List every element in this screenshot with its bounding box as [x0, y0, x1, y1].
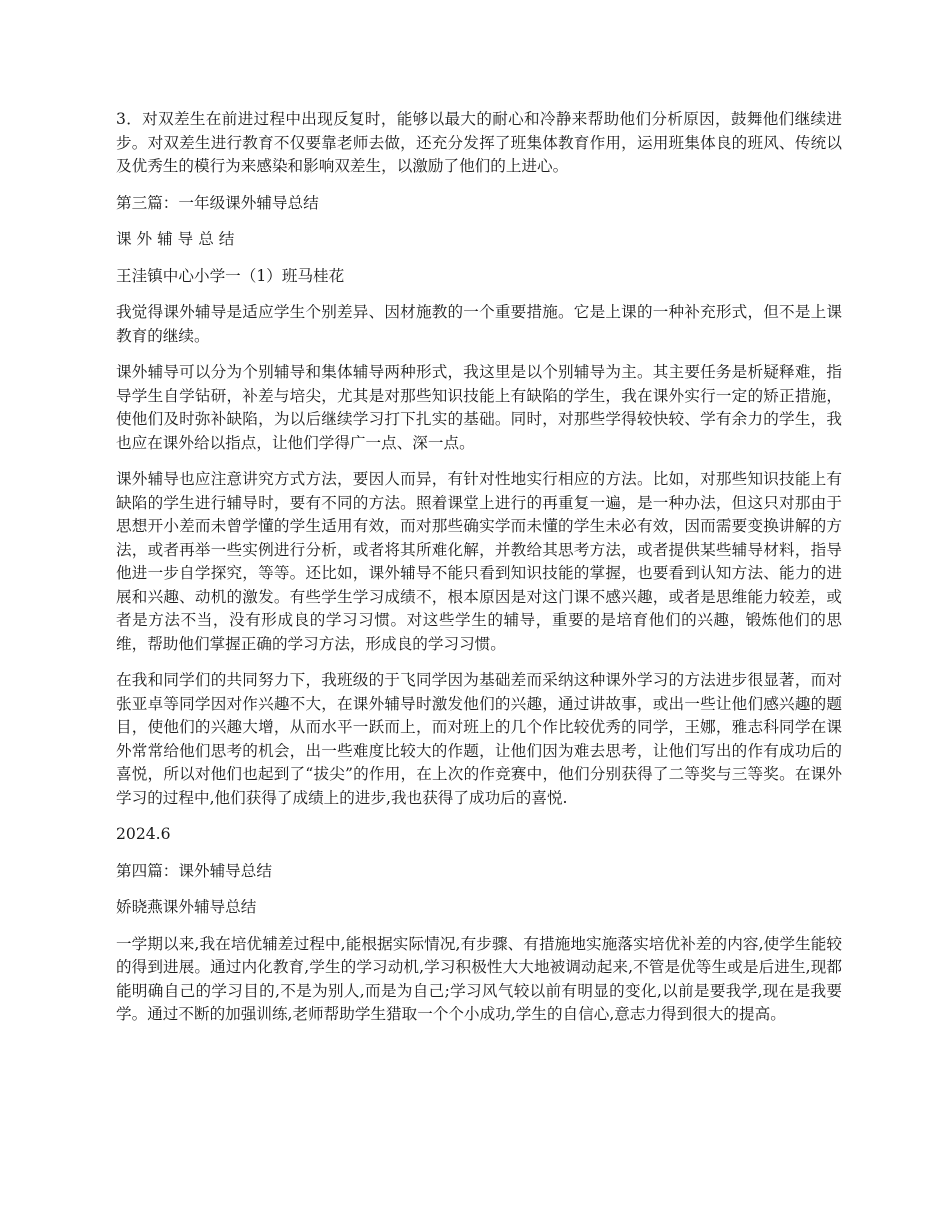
author-line: 王洼镇中心小学一（1）班马桂花: [116, 266, 345, 285]
date-line: 2024.6: [116, 825, 171, 843]
paragraph-semester-summary: 一学期以来,我在培优辅差过程中,能根据实际情况,有步骤、有措施地实施落实培优补差的内容,使学生能较的得到进展。通过内化教育,学生的学习动机,学习积极性大大地被调动起来,不管是优等生或是后进生,现都能明确自己的学习目的,不是为别人,而是为自己;学习风气较以前有明显的变化,以前是要我学,现在是我要学。通过不断的加强训练,老师帮助学生猎取一个个小成功,学生的自信心,意志力得到很大的提高。: [116, 934, 842, 1023]
paragraph-tutoring-forms: 课外辅导可以分为个别辅导和集体辅导两种形式，我这里是以个别辅导为主。其主要任务是析疑释难，指导学生自学钻研，补差与培尖，尤其是对那些知识技能上有缺陷的学生，我在课外实行一定的矫正措施，使他们及时弥补缺陷，为以后继续学习打下扎实的基础。同时，对那些学得较快较、学有余力的学生，我也应在课外给以指点，让他们学得广一点、深一点。: [116, 363, 842, 452]
document-body: [116, 108, 842, 1040]
section-heading-part-three: 第三篇：一年级课外辅导总结: [116, 193, 319, 212]
author-summary-title: 娇晓燕课外辅导总结: [116, 898, 257, 916]
paragraph-double-poor-students: 3．对双差生在前进过程中出现反复时，能够以最大的耐心和冷静来帮助他们分析原因，鼓舞他们继续进步。对双差生进行教育不仅要靠老师去做，还充分发挥了班集体教育作用，运用班集体良的班风、传统以及优秀生的模行为来感染和影响双差生，以激励了他们的上进心。: [116, 110, 842, 175]
paragraph-tutoring-methods: 课外辅导也应注意讲究方式方法，要因人而异，有针对性地实行相应的方法。比如，对那些知识技能上有缺陷的学生进行辅导时，要有不同的方法。照着课堂上进行的再重复一遍，是一种办法，但这只对那由于思想开小差而未曾学懂的学生适用有效，而对那些确实学而未懂的学生未必有效，因而需要变换讲解的方法，或者再举一些实例进行分析，或者将其所难化解，并教给其思考方法，或者提供某些辅导材料，指导他进一步自学探究，等等。还比如，课外辅导不能只看到知识技能的掌握，也要看到认知方法、能力的进展和兴趣、动机的激发。有些学生学习成绩不，根本原因是对这门课不感兴趣，或者是思维能力较差，或者是方法不当，没有形成良的学习习惯。对这些学生的辅导，重要的是培育他们的兴趣，锻炼他们的思维，帮助他们掌握正确的学习方法，形成良的学习习惯。: [116, 470, 842, 653]
paragraph-tutoring-results: 在我和同学们的共同努力下，我班级的于飞同学因为基础差而采纳这种课外学习的方法进步很显著，而对张亚卓等同学因对作兴趣不大，在课外辅导时激发他们的兴趣，通过讲故事，或出一些让他们感兴趣的题目，使他们的兴趣大增，从而水平一跃而上，而对班上的几个作比较优秀的同学，王娜，雅志科同学在课外常常给他们思考的机会，出一些难度比较大的作题，让他们因为难去思考，让他们写出的作有成功后的喜悦，所以对他们也起到了“拔尖”的作用，在上次的作竞赛中，他们分别获得了二等奖与三等奖。在课外学习的过程中,他们获得了成绩上的进步,我也获得了成功后的喜悦.: [116, 671, 842, 807]
paragraph-tutoring-importance: 我觉得课外辅导是适应学生个别差异、因材施教的一个重要措施。它是上课的一种补充形式，但不是上课教育的继续。: [116, 303, 842, 345]
section-title-tutoring-summary: 课 外 辅 导 总 结: [116, 230, 235, 248]
section-heading-part-four: 第四篇：课外辅导总结: [116, 861, 272, 880]
